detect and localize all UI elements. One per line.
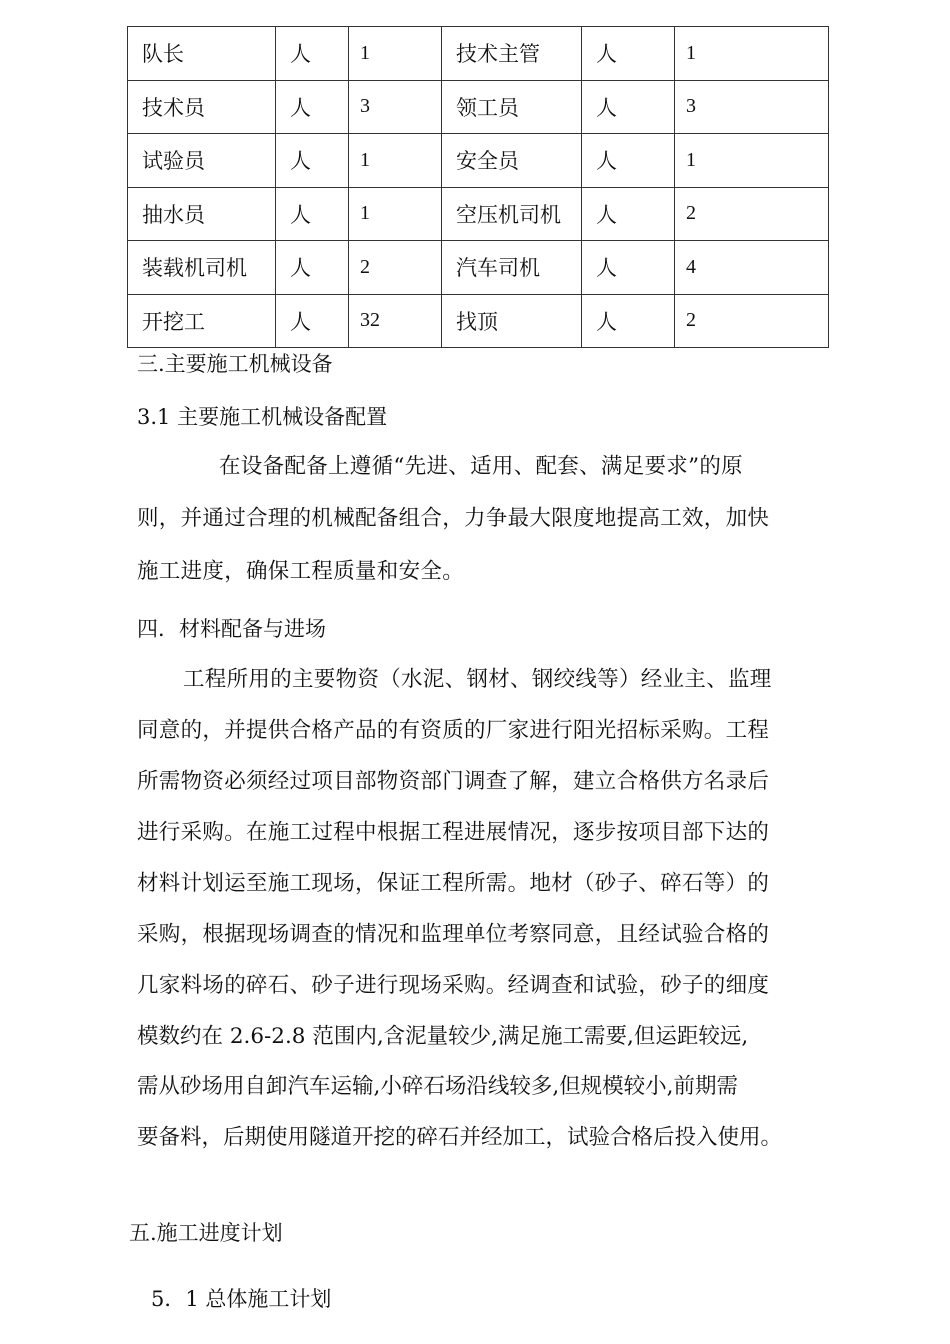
role-cell: 安全员 — [442, 134, 582, 188]
unit-cell: 人 — [276, 241, 349, 295]
table-row — [128, 187, 829, 241]
section4-line: 工程所用的主要物资（水泥、钢材、钢绞线等）经业主、监理 — [183, 667, 772, 692]
section3-line: 则，并通过合理的机械配备组合，力争最大限度地提高工效，加快 — [137, 506, 770, 531]
section4-line: 所需物资必须经过项目部物资部门调查了解，建立合格供方名录后 — [137, 769, 770, 794]
count-cell: 2 — [675, 294, 829, 348]
section4-line: 模数约在 2.6-2.8 范围内,含泥量较少,满足施工需要,但运距较远, — [137, 1024, 749, 1049]
section4-heading: 四．材料配备与进场 — [137, 617, 326, 641]
table-row — [128, 27, 829, 81]
section4-line: 采购，根据现场调查的情况和监理单位考察同意，且经试验合格的 — [137, 922, 770, 947]
count-cell: 1 — [675, 27, 829, 81]
count-cell: 1 — [349, 134, 442, 188]
section4-line: 几家料场的碎石、砂子进行现场采购。经调查和试验，砂子的细度 — [137, 973, 770, 998]
unit-cell: 人 — [582, 134, 675, 188]
unit-cell: 人 — [276, 187, 349, 241]
count-cell: 2 — [349, 241, 442, 295]
section3-line: 施工进度，确保工程质量和安全。 — [137, 559, 465, 584]
unit-cell: 人 — [582, 241, 675, 295]
section5-subheading: 5．1 总体施工计划 — [151, 1287, 332, 1311]
role-cell: 技术员 — [128, 80, 276, 134]
unit-cell: 人 — [582, 187, 675, 241]
role-cell: 技术主管 — [442, 27, 582, 81]
count-cell: 1 — [675, 134, 829, 188]
count-cell: 1 — [349, 27, 442, 81]
section3-heading: 三.主要施工机械设备 — [137, 352, 333, 376]
section5-heading: 五.施工进度计划 — [129, 1221, 283, 1245]
table-row — [128, 134, 829, 188]
count-cell: 1 — [349, 187, 442, 241]
count-cell: 3 — [675, 80, 829, 134]
count-cell: 2 — [675, 187, 829, 241]
unit-cell: 人 — [276, 80, 349, 134]
unit-cell: 人 — [582, 294, 675, 348]
count-cell: 32 — [349, 294, 442, 348]
section4-line: 进行采购。在施工过程中根据工程进展情况，逐步按项目部下达的 — [137, 820, 770, 845]
section3-line: 在设备配备上遵循“先进、适用、配套、满足要求”的原 — [219, 454, 743, 479]
section4-line: 需从砂场用自卸汽车运输,小碎石场沿线较多,但规模较小,前期需 — [137, 1074, 739, 1099]
table-row — [128, 294, 829, 348]
role-cell: 汽车司机 — [442, 241, 582, 295]
count-cell: 4 — [675, 241, 829, 295]
unit-cell: 人 — [276, 27, 349, 81]
section4-line: 同意的，并提供合格产品的有资质的厂家进行阳光招标采购。工程 — [137, 718, 770, 743]
section4-line: 材料计划运至施工现场，保证工程所需。地材（砂子、碎石等）的 — [137, 871, 770, 896]
count-cell: 3 — [349, 80, 442, 134]
staff-table-body — [128, 27, 829, 348]
role-cell: 开挖工 — [128, 294, 276, 348]
section3-subheading: 3.1 主要施工机械设备配置 — [137, 405, 388, 429]
table-row — [128, 80, 829, 134]
staff-table — [127, 26, 829, 348]
role-cell: 抽水员 — [128, 187, 276, 241]
role-cell: 找顶 — [442, 294, 582, 348]
role-cell: 试验员 — [128, 134, 276, 188]
unit-cell: 人 — [276, 294, 349, 348]
unit-cell: 人 — [276, 134, 349, 188]
role-cell: 空压机司机 — [442, 187, 582, 241]
unit-cell: 人 — [582, 80, 675, 134]
role-cell: 领工员 — [442, 80, 582, 134]
unit-cell: 人 — [582, 27, 675, 81]
role-cell: 队长 — [128, 27, 276, 81]
role-cell: 装载机司机 — [128, 241, 276, 295]
section4-line: 要备料，后期使用隧道开挖的碎石并经加工，试验合格后投入使用。 — [137, 1125, 783, 1150]
table-row — [128, 241, 829, 295]
